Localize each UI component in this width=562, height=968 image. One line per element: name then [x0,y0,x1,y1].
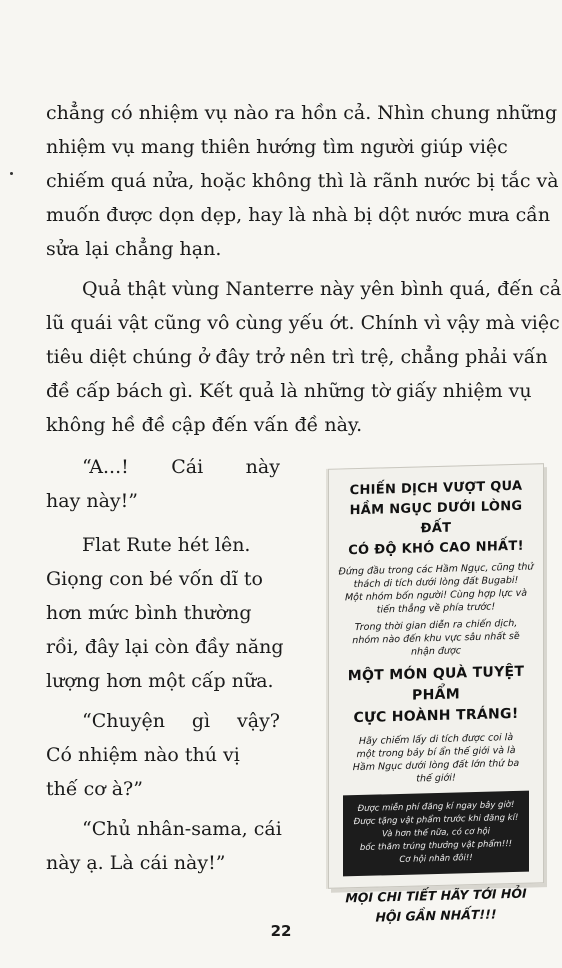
poster-footer-line: HỘI GẦN NHẤT!!! [375,906,497,925]
paragraph-1-line-2: nhiệm vụ mang thiên hướng tìm người giúp việc [46,136,508,158]
dialogue-d-line-2: này ạ. Là cái này!” [46,852,226,874]
quest-poster [328,463,544,925]
poster-prize-intro [335,616,537,660]
word: gì [191,710,211,732]
word: này [245,456,280,478]
narration-b [46,528,284,698]
poster-prize-intro-line: Trong thời gian diễn ra chiến dịch, [354,617,518,634]
paragraph-1-line-1: chẳng có nhiệm vụ nào ra hồn cả. Nhìn chung những [46,102,558,124]
poster-box-line: bốc thăm trúng thưởng vật phẩm!!! [359,839,513,853]
paragraph-2-line-3: tiêu diệt chúng ở đây trở nên trì trệ, chẳng phải vấn [46,346,548,368]
poster-title-line: HẦM NGỤC DƯỚI LÒNG ĐẤT [349,498,523,537]
paragraph-1-line-3: chiếm quá nửa, hoặc không thì là rãnh nước bị tắc và [46,170,559,192]
paragraph-2-line-4: đề cấp bách gì. Kết quả là những tờ giấy nhiệm vụ [46,380,532,402]
poster-box-line: Và hơn thế nữa, có cơ hội [382,826,490,840]
paragraph-2-line-5: không hề đề cập đến vấn đề này. [46,414,363,436]
poster-title [333,476,539,561]
narration-b-line-1: Flat Rute hét lên. [82,534,251,556]
poster-title-line: CHIẾN DỊCH VƯỢT QUA [349,478,523,499]
paragraph-2-line-1: Quả thật vùng Nanterre này yên bình quá, đến cả [82,278,562,300]
margin-mark [10,172,13,175]
poster-prize-line: CỰC HOÀNH TRÁNG! [353,705,519,727]
narration-b-line-5: lượng hơn một cấp nữa. [46,670,274,692]
word: vậy? [237,710,280,732]
poster-desc-line: một trong bảy bí ẩn thế giới và là [356,744,516,761]
narration-b-line-4: rồi, đây lại còn đầy năng [46,636,284,658]
word: “A...! [82,456,129,478]
poster-title-line: CÓ ĐỘ KHÓ CAO NHẤT! [348,538,524,559]
poster-prize-line: MỘT MÓN QUÀ TUYỆT PHẨM [347,663,525,704]
poster-desc-line: thế giới! [416,772,456,785]
poster-intro-line: thách di tích dưới lòng đất Bugabi! [353,574,519,591]
dialogue-a-line-1 [82,450,280,484]
poster-footer-line: MỌI CHI TIẾT HÃY TỚI HỎI [345,885,527,906]
poster-intro-line: tiến thẳng về phía trước! [376,601,496,616]
dialogue-a [46,450,280,518]
poster-box-line: Được miễn phí đăng kí ngay bây giờ! [357,799,515,815]
dialogue-c-line-2: Có nhiệm nào thú vị [46,744,240,766]
narration-b-line-2: Giọng con bé vốn dĩ to [46,568,263,590]
paragraph-1-line-4: muốn được dọn dẹp, hay là nhà bị dột nước mưa cần [46,204,551,226]
poster-description [335,730,537,787]
paragraph-1-line-5: sửa lại chẳng hạn. [46,238,222,260]
dialogue-d [46,812,282,880]
narration-b-line-3: hơn mức bình thường [46,602,252,624]
poster-intro-line: Một nhóm bốn người! Cùng hợp lực và [344,587,528,604]
word: Cái [171,456,204,478]
dialogue-c-line-1 [82,704,280,738]
poster-prize [333,661,539,729]
poster-intro-line: Đứng đầu trong các Hầm Ngục, cũng thử [338,561,534,578]
poster-benefits-box [343,791,529,877]
poster-box-line: Cơ hội nhân đôi!! [399,853,473,865]
poster-desc-line: Hầm Ngục dưới lòng đất lớn thứ ba [352,757,520,774]
poster-prize-intro-line: nhận được [411,645,461,658]
poster-prize-intro-line: nhóm nào đến khu vực sâu nhất sẽ [352,630,520,647]
dialogue-a-line-2: hay này!” [46,490,138,512]
word: “Chuyện [82,710,165,732]
dialogue-c-line-3: thế cơ à?” [46,778,143,800]
poster-desc-line: Hãy chiếm lấy di tích được coi là [358,731,514,748]
poster-intro [335,560,537,617]
paragraph-2-line-2: lũ quái vật cũng vô cùng yếu ớt. Chính vì vậy mà việc [46,312,560,334]
poster-box-line: Được tặng vật phẩm trước khi đăng kí! [353,812,519,828]
dialogue-c [46,704,280,806]
page-number: 22 [270,922,292,940]
dialogue-d-line-1: “Chủ nhân-sama, cái [82,818,282,840]
